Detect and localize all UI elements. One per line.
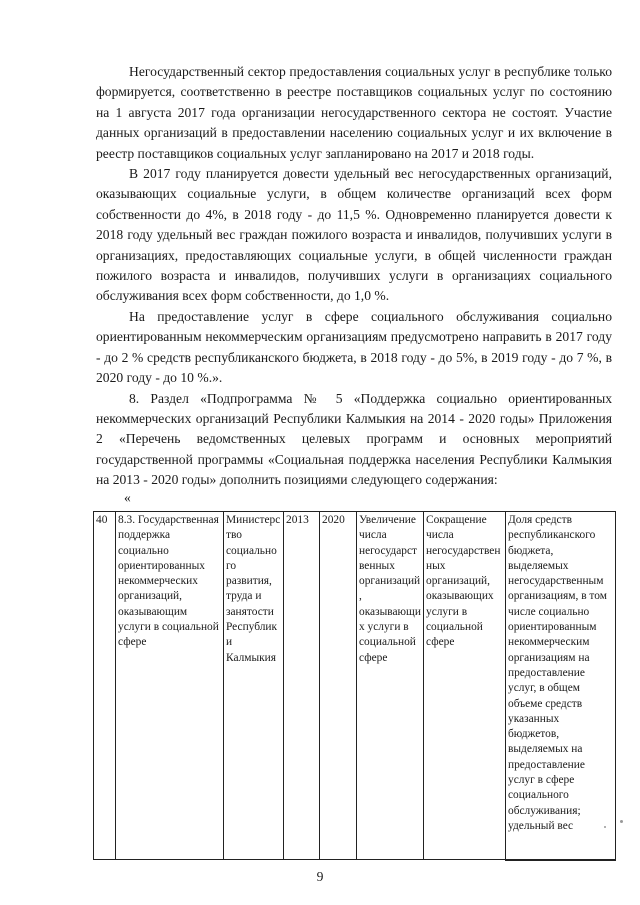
scan-speck	[604, 826, 606, 828]
cell-year-start: 2013	[284, 512, 320, 860]
cell-year-end: 2020	[320, 512, 357, 860]
paragraph-1: Негосударственный сектор предоставления социальных услуг в республике только формируется, соответственно в реестре поставщиков социальных услуг по состоянию на 1 августа 2017 года организации негосударственного сектора не состоят. Участие данных организаций в предоставлении населению социальных услуг и их включение в реестр поставщиков социальных услуг запланировано на 2017 и 2018 годы.	[96, 64, 612, 161]
paragraph-3: На предоставление услуг в сфере социального обслуживания социально ориентированным некоммерческим организациям предусмотрено направить в 2017 году - до 2 % средств республиканского бюджета, в 2018 году - до 5%, в 2019 году - до 7 %, в 2020 году - до 10 %.».	[96, 308, 612, 386]
paragraph-4: 8. Раздел «Подпрограмма № 5 «Поддержка социально ориентированных некоммерческих организаций Республики Калмыкия на 2014 - 2020 годы» Приложения 2 «Перечень ведомственных целевых программ и основных мероприятий государственной программы «Социальная поддержка населения Республики Калмыкия на 2013 - 2020 годы» дополнить позициями следующего содержания:	[96, 390, 612, 488]
document-body	[96, 62, 612, 491]
cell-row-number: 40	[94, 512, 116, 860]
cell-indicator: Доля средств республиканского бюджета, выделяемых негосударственным организациям, в том числе социально ориентированным некоммерческим организациям на предоставление услуг, в общем объеме средств указанных бюджетов, выделяемых на предоставление услуг в сфере социального обслуживания; удельный вес	[506, 512, 616, 860]
cell-consequence: Сокращение числа негосударственных организаций, оказывающих услуги в социальной сфере	[424, 512, 506, 860]
paragraph-2: В 2017 году планируется довести удельный вес негосударственных организаций, оказывающих социальные услуги, в общем количестве организаций всех форм собственности до 4%, в 2018 году - до 11,5 %. Одновременно планируется довести к 2018 году удельный вес граждан пожилого возраста и инвалидов, получивших услуги в организациях, предоставляющих социальные услуги, в общей численности граждан пожилого возраста и инвалидов, получивших услуги в организациях социального обслуживания всех форм собственности, до 1,0 %.	[96, 166, 612, 304]
table-row	[94, 512, 616, 860]
cell-expected-result: Увеличение числа негосударственных организаций, оказывающих услуги в социальной сфере	[357, 512, 424, 860]
scan-speck	[620, 820, 623, 823]
cell-executor: Министерство социального развития, труда и занятости Республики Калмыкия	[224, 512, 284, 860]
program-table	[93, 511, 616, 861]
page-number: 9	[316, 869, 324, 884]
opening-quote: «	[124, 490, 131, 505]
cell-activity-title: 8.3. Государственная поддержка социально ориентированных некоммерческих организаций, оказывающим услуги в социальной сфере	[116, 512, 224, 860]
